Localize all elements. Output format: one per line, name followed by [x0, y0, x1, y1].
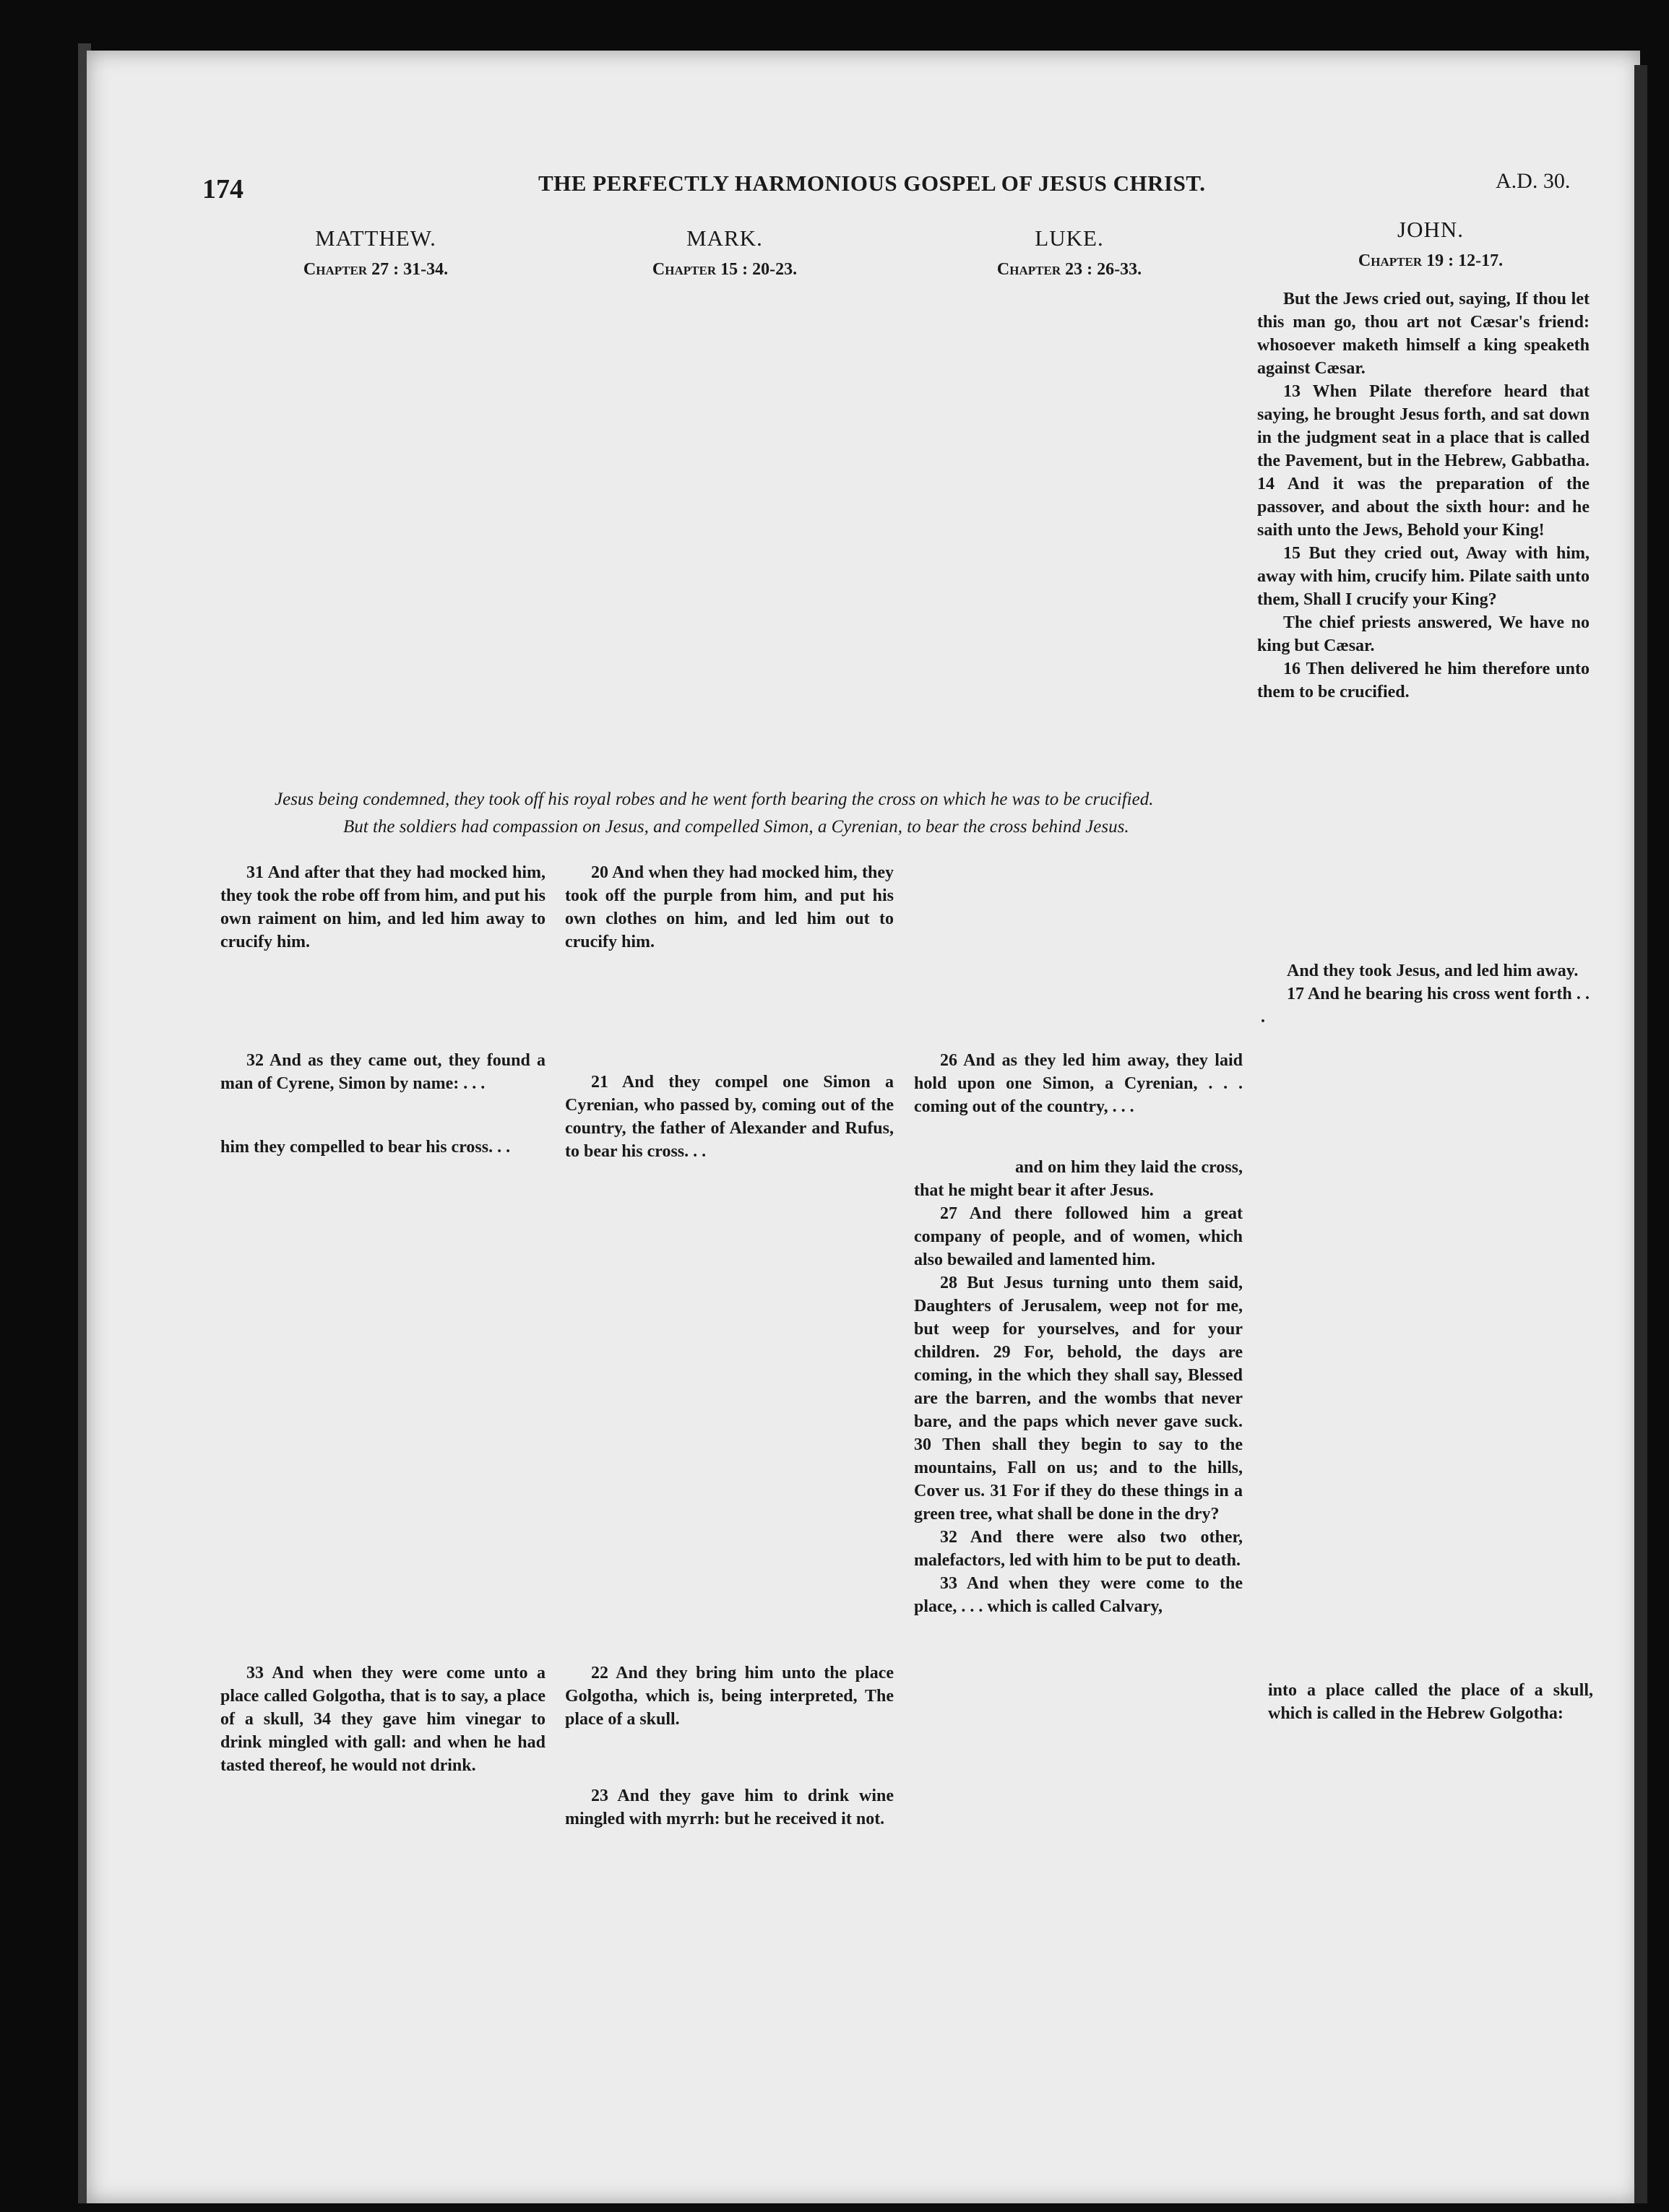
running-title: THE PERFECTLY HARMONIOUS GOSPEL OF JESUS CHRIST.	[538, 170, 1206, 196]
mark-verse-21	[565, 1071, 894, 1163]
book-name: MARK.	[686, 225, 763, 251]
verse: 17 And he bearing his cross went forth . . .	[1261, 985, 1590, 1027]
matthew-verse-32b	[220, 1136, 545, 1159]
chapter-reference: Chapter 27 : 31-34.	[303, 260, 449, 279]
john-verse-17b	[1268, 1679, 1593, 1725]
verse: 16 Then delivered he him therefore unto them to be crucified.	[1257, 660, 1590, 701]
verse: into a place called the place of a skull, which is called in the Hebrew Golgotha:	[1268, 1681, 1593, 1723]
verse: 33 And when they were come unto a place called Golgotha, that is to say, a place of a skull, 34 they gave him vinegar to drink mingled with gall: and when he had tasted thereof, he would not drink.	[220, 1664, 545, 1775]
verse: 13 When Pilate therefore heard that saying, he brought Jesus forth, and sat down in the judgment seat in a place that is called the Pavement, but in the Hebrew, Gabbatha. 14 And it was the preparation of the passover, and about the sixth hour: and he saith unto the Jews, Behold your King!	[1257, 382, 1590, 540]
verse: 31 And after that they had mocked him, they took the robe off from him, and put his own raiment on him, and led him away to crucify him.	[220, 863, 545, 951]
column-header-mark	[595, 225, 855, 280]
matthew-verse-32a	[220, 1049, 545, 1095]
matthew-verse-31	[220, 861, 545, 954]
caption-line-2: But the soldiers had compassion on Jesus, and compelled Simon, a Cyrenian, to bear the cross behind Jesus.	[343, 817, 1129, 837]
verse: him they compelled to bear his cross. . .	[220, 1138, 511, 1157]
verse: But the Jews cried out, saying, If thou let this man go, thou art not Cæsar's friend: whosoever maketh himself a king speaketh against Cæsar.	[1257, 290, 1590, 378]
verse: 20 And when they had mocked him, they took off the purple from him, and put his own clothes on him, and led him out to crucify him.	[565, 863, 894, 951]
verse: 23 And they gave him to drink wine mingled with myrrh: but he received it not.	[565, 1787, 894, 1828]
verse: 15 But they cried out, Away with him, away with him, crucify him. Pilate saith unto them, Shall I crucify your King?	[1257, 544, 1590, 609]
page-number: 174	[202, 174, 243, 204]
verse: 26 And as they led him away, they laid hold upon one Simon, a Cyrenian, . . . coming out of the country, . . .	[914, 1051, 1243, 1116]
binding-edge-right	[1634, 65, 1647, 2203]
luke-verse-26a	[914, 1049, 1243, 1118]
verse: The chief priests answered, We have no king but Cæsar.	[1257, 613, 1590, 655]
verse: 33 And when they were come to the place, . . . which is called Calvary,	[914, 1574, 1243, 1616]
verse: 27 And there followed him a great company of people, and of women, which also bewailed and lamented him.	[914, 1204, 1243, 1269]
mark-verse-22	[565, 1662, 894, 1731]
caption-line-1: Jesus being condemned, they took off his royal robes and he went forth bearing the cross on which he was to be crucified.	[275, 790, 1154, 809]
mark-verse-20	[565, 861, 894, 954]
verse: 32 And there were also two other, malefactors, led with him to be put to death.	[914, 1528, 1243, 1570]
verse: 21 And they compel one Simon a Cyrenian, who passed by, coming out of the country, the father of Alexander and Rufus, to bear his cross. . .	[565, 1073, 894, 1161]
column-header-luke	[939, 225, 1199, 280]
john-verse-16b-17	[1261, 959, 1590, 1029]
verse: 22 And they bring him unto the place Golgotha, which is, being interpreted, The place of a skull.	[565, 1664, 894, 1729]
mark-verse-23	[565, 1784, 894, 1831]
book-name: MATTHEW.	[315, 225, 436, 251]
john-passage-top	[1257, 288, 1590, 704]
chapter-reference: Chapter 23 : 26-33.	[996, 260, 1142, 279]
verse: And they took Jesus, and led him away.	[1287, 962, 1579, 980]
column-header-matthew	[246, 225, 506, 280]
chapter-reference: Chapter 19 : 12-17.	[1358, 251, 1504, 270]
verse: 32 And as they came out, they found a man of Cyrene, Simon by name: . . .	[220, 1051, 545, 1093]
book-name: LUKE.	[1035, 225, 1104, 251]
verse: and on him they laid the cross, that he might bear it after Jesus.	[914, 1158, 1243, 1200]
chapter-reference: Chapter 15 : 20-23.	[652, 260, 798, 279]
column-header-john	[1301, 217, 1561, 271]
verse: 28 But Jesus turning unto them said, Daughters of Jerusalem, weep not for me, but weep for yourselves, and for your children. 29 For, behold, the days are coming, in the which they shall say, Blessed are the barren, and the wombs that never bare, and the paps which never gave suck. 30 Then shall they begin to say to the mountains, Fall on us; and to the hills, Cover us. 31 For if they do these things in a green tree, what shall be done in the dry?	[914, 1274, 1243, 1524]
matthew-verse-33	[220, 1662, 545, 1777]
year-marker: A.D. 30.	[1496, 169, 1571, 193]
luke-passage	[914, 1156, 1243, 1618]
book-name: JOHN.	[1397, 217, 1464, 242]
